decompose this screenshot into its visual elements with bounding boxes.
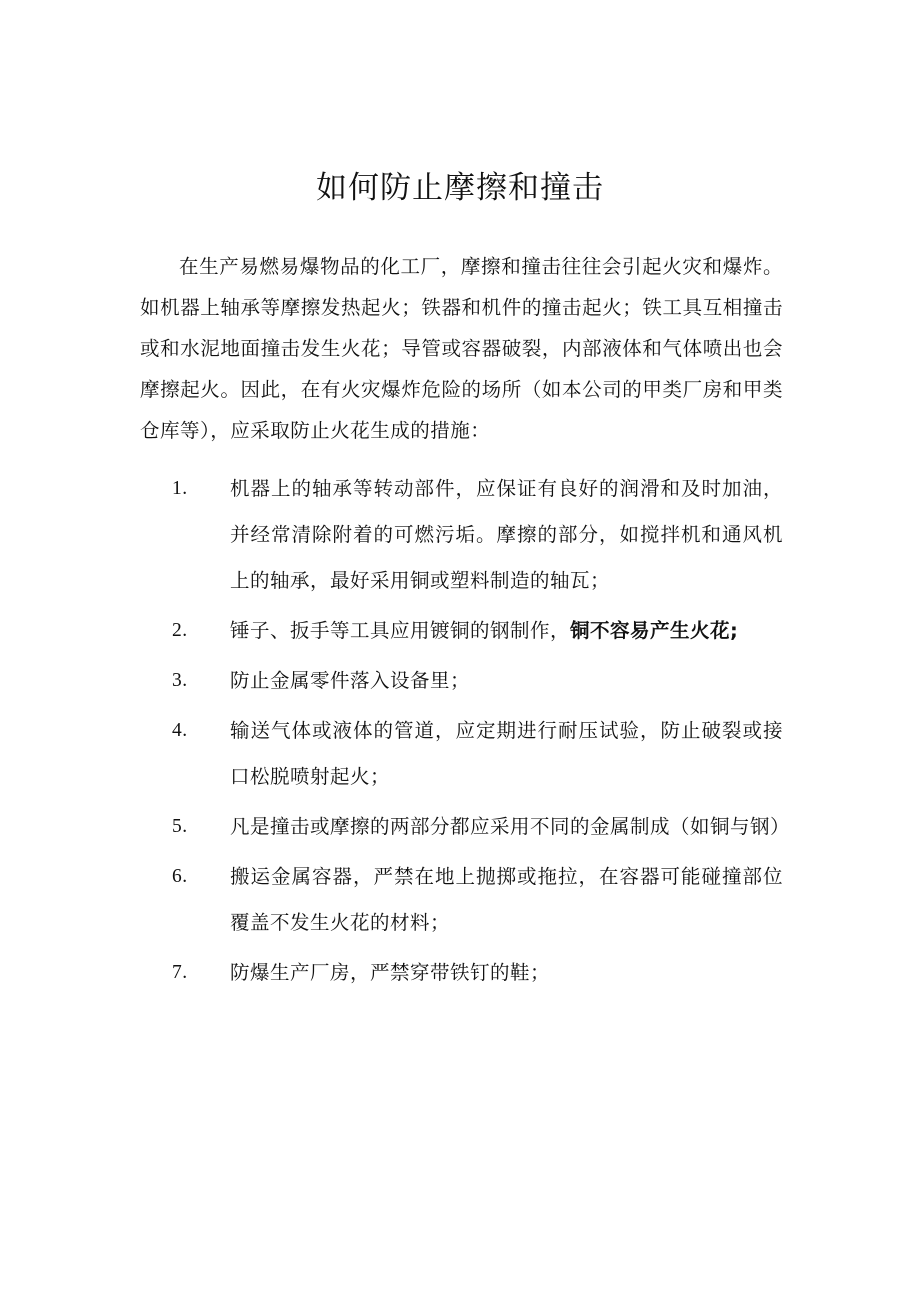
- list-item-text: 防止金属零件落入设备里；: [230, 669, 471, 692]
- list-number: 4.: [172, 720, 188, 741]
- list-item-1: [140, 466, 783, 604]
- list-item-text: 防爆生产厂房，严禁穿带铁钉的鞋；: [230, 961, 551, 984]
- list-item-6: [140, 854, 783, 946]
- list-number: 5.: [172, 816, 188, 837]
- list-number: 7.: [172, 962, 188, 983]
- emphasis-text: 铜不容易产生火花;: [570, 619, 739, 642]
- list-item-7: [140, 950, 783, 996]
- intro-paragraph: 在生产易燃易爆物品的化工厂，摩擦和撞击往往会引起火灾和爆炸。如机器上轴承等摩擦发热起火；铁器和机件的撞击起火；铁工具互相撞击或和水泥地面撞击发生火花；导管或容器破裂，内部液体和气体喷出也会摩擦起火。因此，在有火灾爆炸危险的场所（如本公司的甲类厂房和甲类仓库等），应采取防止火花生成的措施：: [140, 254, 783, 442]
- list-item-text: 机器上的轴承等转动部件，应保证有良好的润滑和及时加油，并经常清除附着的可燃污垢。摩擦的部分，如搅拌机和通风机上的轴承，最好采用铜或塑料制造的轴瓦；: [230, 477, 783, 592]
- list-item-text: 输送气体或液体的管道，应定期进行耐压试验，防止破裂或接口松脱喷射起火；: [230, 719, 783, 788]
- list-item-3: [140, 658, 783, 704]
- page-title: 如何防止摩擦和撞击: [316, 169, 604, 206]
- list-item-text: 搬运金属容器，严禁在地上抛掷或拖拉，在容器可能碰撞部位覆盖不发生火花的材料；: [230, 865, 783, 934]
- list-item-text: 锤子、扳手等工具应用镀铜的钢制作，: [230, 619, 571, 642]
- list-number: 1.: [172, 478, 188, 499]
- list-item-2: [140, 608, 783, 654]
- list-number: 3.: [172, 670, 188, 691]
- list-number: 2.: [172, 620, 188, 641]
- list-item-5: [140, 804, 791, 850]
- list-item-4: [140, 708, 783, 800]
- measures-list: [140, 466, 791, 1000]
- list-number: 6.: [172, 866, 188, 887]
- list-item-text: 凡是撞击或摩擦的两部分都应采用不同的金属制成（如铜与钢）: [230, 815, 791, 838]
